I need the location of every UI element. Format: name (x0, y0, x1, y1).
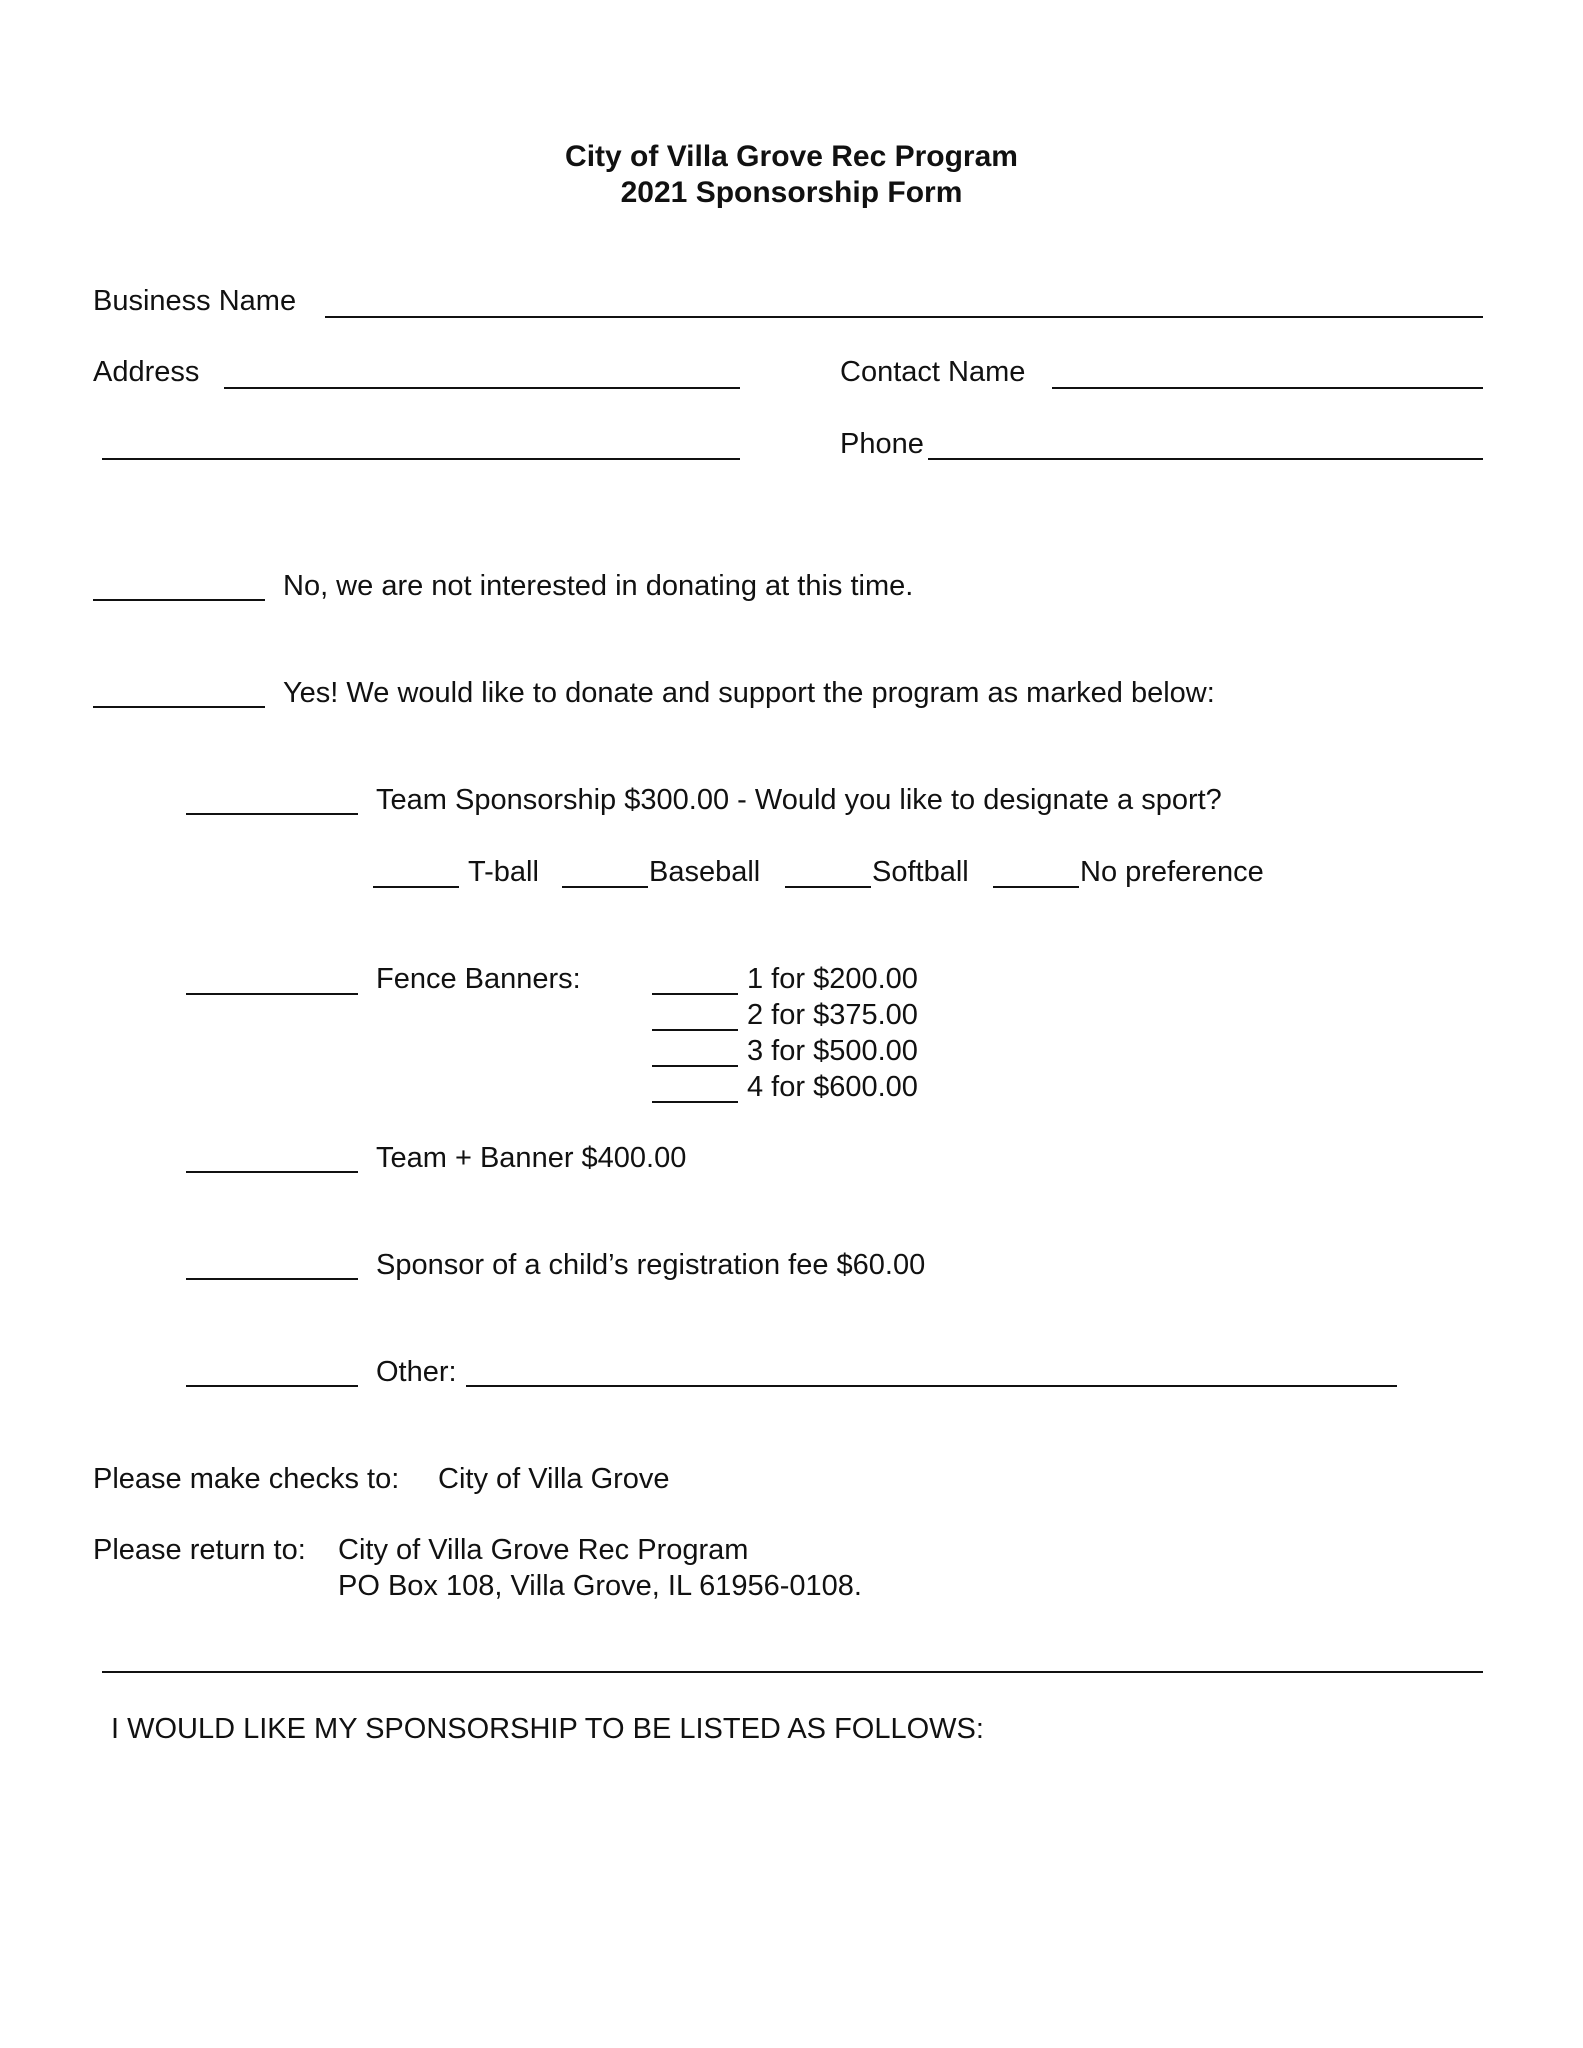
option-yes-label: Yes! We would like to donate and support the program as marked below: (283, 677, 1215, 709)
checks-value: City of Villa Grove (438, 1463, 670, 1495)
address-label: Address (93, 356, 200, 388)
return-label: Please return to: (93, 1534, 306, 1566)
contact-name-blank[interactable] (1052, 387, 1483, 389)
phone-label: Phone (840, 428, 924, 460)
banner-3-blank[interactable] (652, 1065, 738, 1067)
fence-banners-label: Fence Banners: (376, 963, 581, 995)
banner-1-label: 1 for $200.00 (747, 963, 918, 995)
banner-2-label: 2 for $375.00 (747, 999, 918, 1031)
return-address-line-2: PO Box 108, Villa Grove, IL 61956-0108. (338, 1570, 862, 1602)
banner-1-blank[interactable] (652, 993, 738, 995)
listing-heading: I WOULD LIKE MY SPONSORSHIP TO BE LISTED AS FOLLOWS: (111, 1713, 984, 1745)
banner-2-blank[interactable] (652, 1029, 738, 1031)
option-no-label: No, we are not interested in donating at this time. (283, 570, 914, 602)
tball-blank[interactable] (373, 886, 459, 888)
sport-tball-label: T-ball (468, 856, 539, 888)
child-fee-label: Sponsor of a child’s registration fee $60.00 (376, 1249, 926, 1281)
other-blank[interactable] (186, 1385, 358, 1387)
fence-banners-blank[interactable] (186, 993, 358, 995)
contact-name-label: Contact Name (840, 356, 1026, 388)
checks-label: Please make checks to: (93, 1463, 400, 1495)
banner-4-label: 4 for $600.00 (747, 1071, 918, 1103)
team-sponsorship-label: Team Sponsorship $300.00 - Would you like to designate a sport? (376, 784, 1222, 816)
child-fee-blank[interactable] (186, 1278, 358, 1280)
return-address-line-1: City of Villa Grove Rec Program (338, 1534, 749, 1566)
banner-4-blank[interactable] (652, 1101, 738, 1103)
sport-softball-label: Softball (872, 856, 969, 888)
banner-3-label: 3 for $500.00 (747, 1035, 918, 1067)
other-description-blank[interactable] (466, 1385, 1397, 1387)
business-name-blank[interactable] (325, 316, 1483, 318)
other-label: Other: (376, 1356, 457, 1388)
address-line-2-blank[interactable] (102, 458, 740, 460)
yes-checkbox-blank[interactable] (93, 706, 265, 708)
sport-baseball-label: Baseball (649, 856, 761, 888)
form-subtitle: 2021 Sponsorship Form (620, 176, 963, 209)
team-banner-blank[interactable] (186, 1171, 358, 1173)
softball-blank[interactable] (785, 886, 871, 888)
team-banner-label: Team + Banner $400.00 (376, 1142, 687, 1174)
baseball-blank[interactable] (562, 886, 648, 888)
sport-no-preference-label: No preference (1080, 856, 1264, 888)
address-blank[interactable] (224, 387, 740, 389)
no-checkbox-blank[interactable] (93, 599, 265, 601)
business-name-label: Business Name (93, 285, 297, 317)
section-divider (102, 1671, 1483, 1673)
team-sponsorship-blank[interactable] (186, 813, 358, 815)
no-preference-blank[interactable] (993, 886, 1079, 888)
form-title: City of Villa Grove Rec Program (565, 140, 1018, 173)
phone-blank[interactable] (928, 458, 1483, 460)
